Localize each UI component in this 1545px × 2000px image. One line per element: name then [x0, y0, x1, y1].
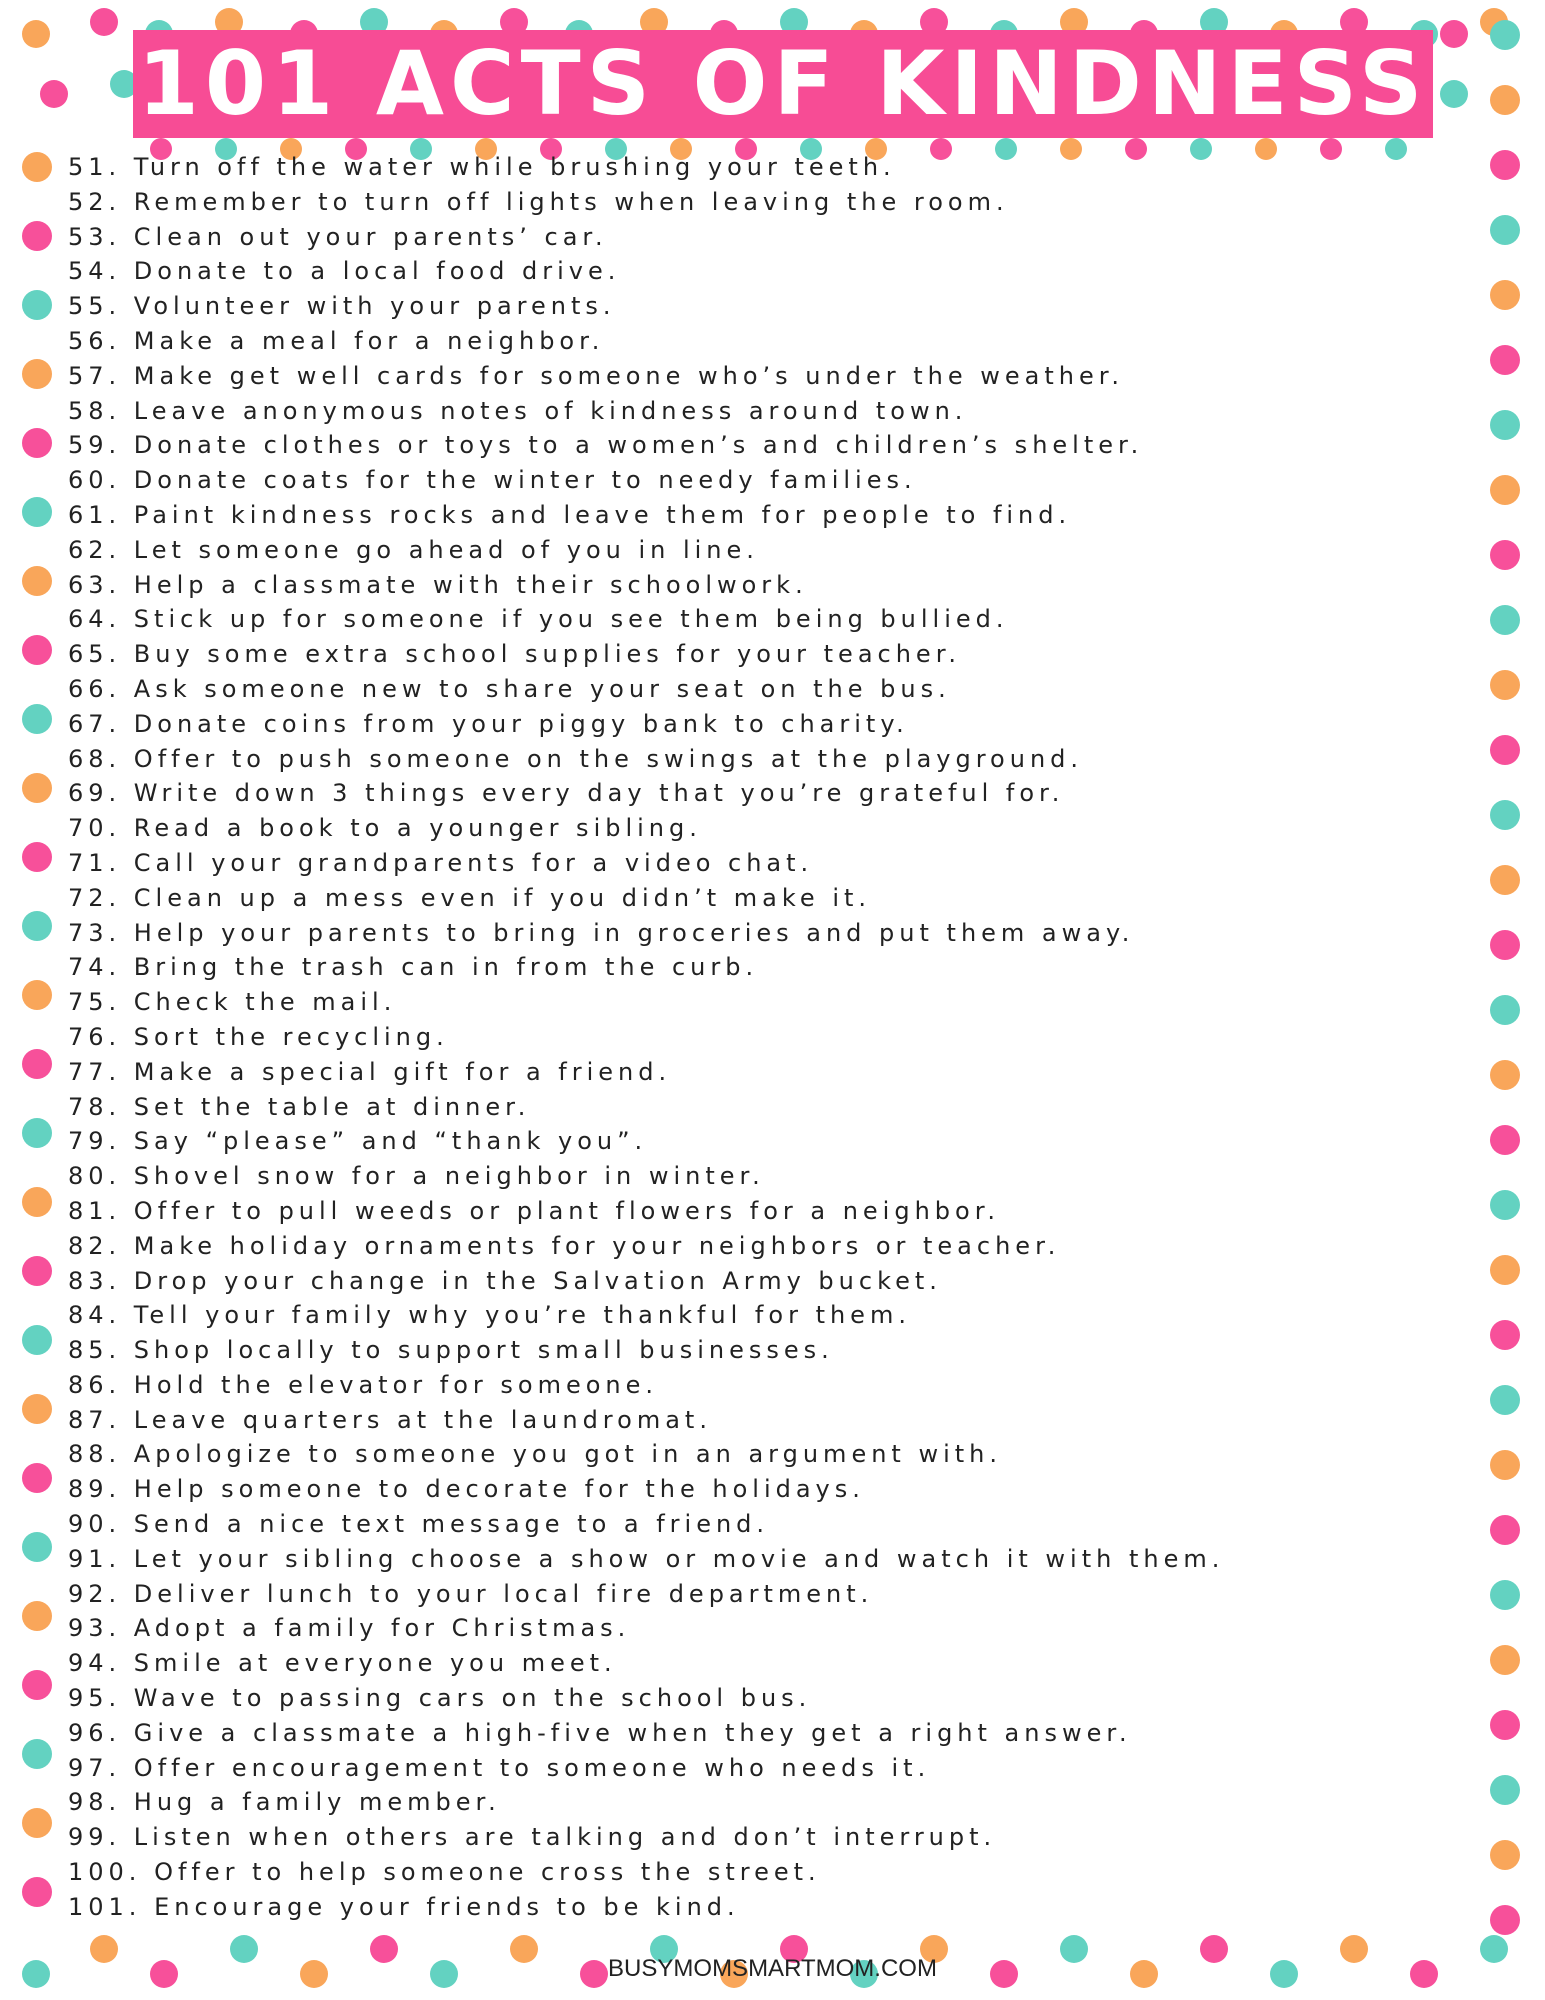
list-item: 64. Stick up for someone if you see them being bullied. [68, 605, 1009, 634]
decorative-dot [22, 428, 52, 458]
title-banner [133, 30, 1433, 138]
list-item: 100. Offer to help someone cross the street. [68, 1858, 821, 1887]
list-item: 90. Send a nice text message to a friend. [68, 1510, 770, 1539]
decorative-dot [22, 1049, 52, 1079]
list-item: 98. Hug a family member. [68, 1788, 501, 1817]
list-item: 101. Encourage your friends to be kind. [68, 1892, 740, 1921]
decorative-dot [1440, 20, 1468, 48]
page-title: 101 ACTS OF KINDNESS [137, 32, 1429, 135]
list-item: 55. Volunteer with your parents. [68, 292, 616, 321]
list-item: 97. Offer encouragement to someone who needs it. [68, 1753, 931, 1782]
list-item: 54. Donate to a local food drive. [68, 257, 621, 286]
decorative-dot [22, 773, 52, 803]
decorative-dot [1490, 1450, 1520, 1480]
decorative-dot [22, 842, 52, 872]
decorative-dot [1490, 1125, 1520, 1155]
decorative-dot [22, 911, 52, 941]
list-item: 58. Leave anonymous notes of kindness around town. [68, 396, 968, 425]
list-item: 56. Make a meal for a neighbor. [68, 326, 605, 355]
list-item: 83. Drop your change in the Salvation Army bucket. [68, 1266, 942, 1295]
decorative-dot [1490, 800, 1520, 830]
list-item: 51. Turn off the water while brushing your teeth. [68, 153, 896, 181]
decorative-dot [22, 1256, 52, 1286]
decorative-dot [40, 80, 68, 108]
decorative-dot [1490, 1710, 1520, 1740]
list-item: 78. Set the table at dinner. [68, 1092, 531, 1121]
list-item: 73. Help your parents to bring in groceries and put them away. [68, 918, 1135, 947]
decorative-dot [1490, 1905, 1520, 1935]
list-item: 84. Tell your family why you’re thankful for them. [68, 1301, 911, 1330]
list-item: 75. Check the mail. [68, 988, 397, 1017]
list-item: 86. Hold the elevator for someone. [68, 1370, 659, 1399]
decorative-dot [1490, 930, 1520, 960]
decorative-dot [22, 290, 52, 320]
decorative-dot [1490, 605, 1520, 635]
list-item: 74. Bring the trash can in from the curb. [68, 953, 759, 982]
decorative-dot [1490, 1840, 1520, 1870]
decorative-dot [22, 980, 52, 1010]
decorative-dot [1490, 1645, 1520, 1675]
list-item: 92. Deliver lunch to your local fire department. [68, 1579, 874, 1608]
decorative-dot [1490, 540, 1520, 570]
list-item: 87. Leave quarters at the laundromat. [68, 1405, 712, 1434]
list-item: 79. Say “please” and “thank you”. [68, 1127, 648, 1156]
list-item: 70. Read a book to a younger sibling. [68, 814, 702, 843]
list-item: 62. Let someone go ahead of you in line. [68, 535, 759, 564]
decorative-dot [22, 20, 50, 48]
list-item: 95. Wave to passing cars on the school bus. [68, 1684, 812, 1713]
list-item: 67. Donate coins from your piggy bank to charity. [68, 709, 909, 738]
decorative-dot [1490, 1775, 1520, 1805]
list-item: 85. Shop locally to support small businesses. [68, 1336, 834, 1365]
decorative-dot [1490, 1190, 1520, 1220]
decorative-dot [22, 221, 52, 251]
decorative-dot [1490, 280, 1520, 310]
decorative-dot [1490, 865, 1520, 895]
list-item: 63. Help a classmate with their schoolwork. [68, 570, 808, 599]
decorative-dot [1440, 80, 1468, 108]
decorative-dot [22, 1877, 52, 1907]
decorative-dot [22, 359, 52, 389]
list-item: 91. Let your sibling choose a show or movie and watch it with them. [68, 1544, 1225, 1573]
decorative-dot [1490, 1385, 1520, 1415]
decorative-dot [22, 566, 52, 596]
list-item: 60. Donate coats for the winter to needy families. [68, 466, 917, 495]
list-item: 76. Sort the recycling. [68, 1022, 449, 1051]
decorative-dot [1490, 20, 1520, 50]
list-item: 72. Clean up a mess even if you didn’t make it. [68, 883, 872, 912]
decorative-dot [90, 8, 118, 36]
decorative-dot [1490, 215, 1520, 245]
decorative-dot [22, 1325, 52, 1355]
list-item: 89. Help someone to decorate for the holidays. [68, 1475, 865, 1504]
decorative-dot [1490, 735, 1520, 765]
list-item: 66. Ask someone new to share your seat on the bus. [68, 674, 951, 703]
decorative-dot [22, 1118, 52, 1148]
kindness-list [68, 150, 1468, 1925]
decorative-dot [22, 497, 52, 527]
decorative-dot [1490, 345, 1520, 375]
list-item: 68. Offer to push someone on the swings at the playground. [68, 744, 1084, 773]
list-item: 99. Listen when others are talking and don’t interrupt. [68, 1823, 997, 1852]
decorative-dot [22, 704, 52, 734]
list-item: 94. Smile at everyone you meet. [68, 1649, 617, 1678]
list-item: 81. Offer to pull weeds or plant flowers for a neighbor. [68, 1196, 1001, 1225]
list-item: 53. Clean out your parents’ car. [68, 222, 608, 251]
list-item: 82. Make holiday ornaments for your neighbors or teacher. [68, 1231, 1061, 1260]
decorative-dot [22, 1601, 52, 1631]
list-item: 59. Donate clothes or toys to a women’s and children’s shelter. [68, 431, 1144, 460]
list-item: 80. Shovel snow for a neighbor in winter. [68, 1162, 765, 1191]
decorative-dot [1490, 670, 1520, 700]
decorative-dot [22, 152, 52, 182]
decorative-dot [1490, 410, 1520, 440]
decorative-dot [22, 1808, 52, 1838]
decorative-dot [22, 1670, 52, 1700]
decorative-dot [1490, 1255, 1520, 1285]
list-item: 88. Apologize to someone you got in an argument with. [68, 1440, 1002, 1469]
decorative-dot [22, 1739, 52, 1769]
decorative-dot [22, 1463, 52, 1493]
list-item: 71. Call your grandparents for a video chat. [68, 848, 814, 877]
list-item: 93. Adopt a family for Christmas. [68, 1614, 631, 1643]
decorative-dot [22, 1532, 52, 1562]
footer-website: BUSYMOMSMARTMOM.COM [608, 1955, 937, 1982]
decorative-dot [22, 635, 52, 665]
decorative-dot [22, 1187, 52, 1217]
list-item: 52. Remember to turn off lights when leaving the room. [68, 187, 1009, 216]
list-item: 65. Buy some extra school supplies for your teacher. [68, 640, 961, 669]
list-item: 69. Write down 3 things every day that you’re grateful for. [68, 779, 1065, 808]
list-item: 96. Give a classmate a high-five when they get a right answer. [68, 1718, 1132, 1747]
decorative-dot [1490, 150, 1520, 180]
decorative-dot [22, 1394, 52, 1424]
list-item: 61. Paint kindness rocks and leave them for people to find. [68, 500, 1072, 529]
list-item: 77. Make a special gift for a friend. [68, 1057, 672, 1086]
decorative-dot [1490, 1320, 1520, 1350]
decorative-dot [1490, 1060, 1520, 1090]
decorative-dot [1490, 85, 1520, 115]
decorative-dot [1490, 995, 1520, 1025]
decorative-dot [1490, 475, 1520, 505]
list-item: 57. Make get well cards for someone who’s under the weather. [68, 361, 1125, 390]
decorative-dot [1490, 1515, 1520, 1545]
decorative-dot [1490, 1580, 1520, 1610]
